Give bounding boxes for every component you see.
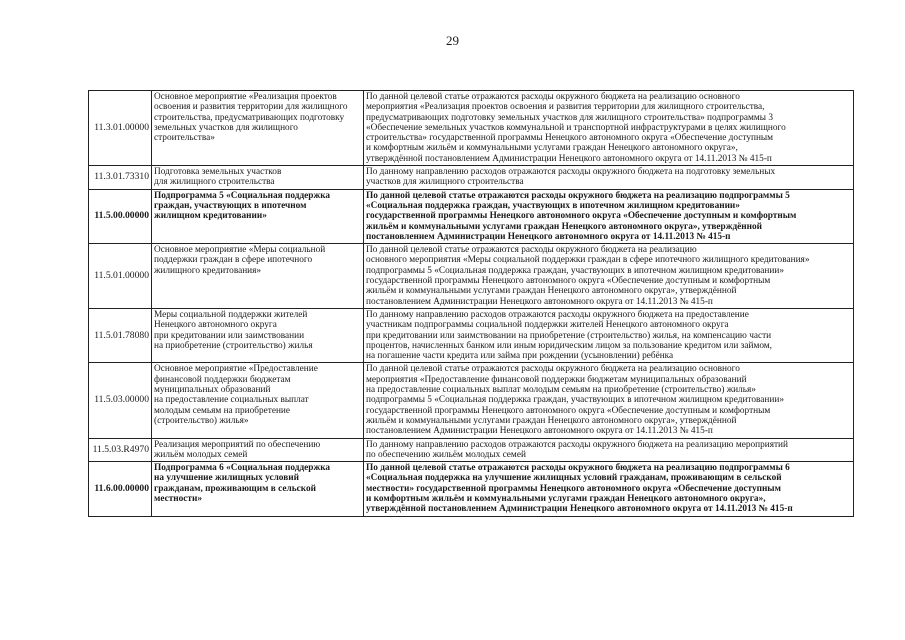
item-name-line: молодым семьям на приобретение xyxy=(154,405,291,416)
item-name-line: на приобретение (строительство) жилья xyxy=(154,340,313,351)
item-name-line: финансовой поддержки бюджетам xyxy=(154,374,291,385)
item-name-line: (строительство) жилья» xyxy=(154,415,249,426)
item-description-line: постановлением Администрации Ненецкого автономного округа от 14.11.2013 № 415-п xyxy=(366,426,713,437)
item-description-cell xyxy=(364,189,854,243)
item-name-line: Подпрограмма 6 «Социальная поддержка xyxy=(154,463,331,474)
item-description-line: на погашение части кредита или займа при рождении (усыновлении) ребёнка xyxy=(366,351,674,362)
item-description-line: основного мероприятия «Меры социальной поддержки граждан в сфере ипотечного жилищного кредитования» xyxy=(366,255,810,266)
item-description-line: По данному направлению расходов отражаются расходы окружного бюджета на подготовку земельных xyxy=(366,167,776,178)
item-name-line: строительства» xyxy=(154,133,215,144)
target-code-cell: 11.5.03.00000 xyxy=(89,363,152,438)
item-description-line: По данной целевой статье отражаются расходы окружного бюджета на реализацию подпрограммы 6 xyxy=(366,463,790,474)
item-description-cell xyxy=(364,462,854,516)
target-code-cell: 11.5.01.00000 xyxy=(89,244,152,309)
item-description-line: мероприятия «Реализация проектов освоения и развития территории для жилищного строительства, xyxy=(366,102,765,113)
item-description-cell xyxy=(364,363,854,438)
item-name-cell xyxy=(152,244,364,309)
item-description-line: постановлением Администрации Ненецкого автономного округа от 14.11.2013 № 415-п xyxy=(366,296,713,307)
item-description-cell xyxy=(364,308,854,362)
item-name-line: при кредитовании или заимствовании xyxy=(154,330,305,341)
item-name-line: муниципальных образований xyxy=(154,385,271,396)
item-description-line: «Социальная поддержка на улучшение жилищных условий гражданам, проживающим в сельской xyxy=(366,473,782,484)
item-description-line: подпрограммы 5 «Социальная поддержка граждан, участвующих в ипотечном жилищном кредитовании» xyxy=(366,265,784,276)
item-description-line: местности» государственной программы Ненецкого автономного округа «Обеспечение доступным xyxy=(366,483,781,494)
item-name-line: граждан, участвующих в ипотечном xyxy=(154,200,307,211)
item-name-line: на предоставление социальных выплат xyxy=(154,395,309,406)
item-name-line: жилищном кредитовании» xyxy=(154,211,267,222)
item-description-line: По данной целевой статье отражаются расходы окружного бюджета на реализацию основного xyxy=(366,364,740,375)
item-description-line: постановлением Администрации Ненецкого автономного округа от 14.11.2013 № 415-п xyxy=(366,231,731,242)
item-description-line: утверждённой постановлением Администрации Ненецкого автономного округа от 14.11.2013 № 415-п xyxy=(366,504,793,515)
item-name-line: на улучшение жилищных условий xyxy=(154,473,299,484)
item-name-line: Основное мероприятие «Меры социальной xyxy=(154,245,326,256)
item-name-line: Подготовка земельных участков xyxy=(154,167,282,178)
item-name-line: строительства, предусматривающих подготовку xyxy=(154,112,345,123)
item-description-line: По данному направлению расходов отражаются расходы окружного бюджета на предоставление xyxy=(366,309,749,320)
item-name-line: местности» xyxy=(154,493,202,504)
item-name-cell xyxy=(152,91,364,166)
item-name-line: земельных участков для жилищного xyxy=(154,122,298,133)
item-description-line: и комфортным жильём и коммунальными услугами граждан Ненецкого автономного округа», xyxy=(366,493,766,504)
item-description-line: предусматривающих подготовку земельных участков для жилищного строительства» подпрограммы 3 xyxy=(366,112,773,123)
item-description-line: По данному направлению расходов отражаются расходы окружного бюджета на реализацию мероприятий xyxy=(366,439,789,450)
item-description-line: на предоставление социальных выплат молодым семьям на приобретение (строительство) жилья» xyxy=(366,385,756,396)
item-name-line: Меры социальной поддержки жителей xyxy=(154,309,308,320)
target-code-cell: 11.5.01.78080 xyxy=(89,308,152,362)
table-row xyxy=(89,166,854,190)
target-code-cell: 11.6.00.00000 xyxy=(89,462,152,516)
table-row xyxy=(89,91,854,166)
item-description-line: при кредитовании или заимствовании на приобретение (строительство) жилья, на компенсацию части xyxy=(366,330,772,341)
target-code-cell: 11.3.01.73310 xyxy=(89,166,152,190)
item-description-line: участникам подпрограммы социальной поддержки жителей Ненецкого автономного округа xyxy=(366,320,729,331)
table-row xyxy=(89,462,854,516)
item-description-line: строительства» государственной программы Ненецкого автономного округа «Обеспечение доступным xyxy=(366,133,774,144)
item-name-line: Ненецкого автономного округа xyxy=(154,320,277,331)
item-description-line: и комфортным жильём и коммунальными услугами граждан Ненецкого автономного округа», xyxy=(366,143,738,154)
table-row xyxy=(89,308,854,362)
item-description-line: утверждённой постановлением Администрации Ненецкого автономного округа от 14.11.2013 № 415-п xyxy=(366,153,772,164)
item-description-line: по обеспечению жильём молодых семей xyxy=(366,449,526,460)
item-description-line: жильём и коммунальными услугами граждан Ненецкого автономного округа», утверждённой xyxy=(366,286,737,297)
item-description-line: процентов, начисленных банком или иным юридическим лицом за пользование кредитом или займом, xyxy=(366,340,773,351)
item-description-line: жильём и коммунальными услугами граждан Ненецкого автономного округа», утверждённой xyxy=(366,415,737,426)
item-description-line: государственной программы Ненецкого автономного округа «Обеспечение доступным и комфортным xyxy=(366,405,771,416)
item-name-line: поддержки граждан в сфере ипотечного xyxy=(154,255,313,266)
table-row xyxy=(89,244,854,309)
item-description-line: подпрограммы 5 «Социальная поддержка граждан, участвующих в ипотечном жилищном кредитовании» xyxy=(366,395,784,406)
item-name-cell xyxy=(152,166,364,190)
item-description-line: По данной целевой статье отражаются расходы окружного бюджета на реализацию подпрограммы 5 xyxy=(366,190,790,201)
item-description-line: жильём и коммунальными услугами граждан Ненецкого автономного округа», утверждённой xyxy=(366,221,763,232)
budget-classification-table xyxy=(88,90,854,517)
item-name-line: Реализация мероприятий по обеспечению xyxy=(154,439,321,450)
item-name-line: жилищного кредитования» xyxy=(154,265,262,276)
item-description-line: По данной целевой статье отражаются расходы окружного бюджета на реализацию xyxy=(366,245,697,256)
item-name-line: Основное мероприятие «Реализация проектов xyxy=(154,92,337,102)
item-name-cell xyxy=(152,462,364,516)
page-number: 29 xyxy=(446,33,459,48)
item-description-line: По данной целевой статье отражаются расходы окружного бюджета на реализацию основного xyxy=(366,92,740,102)
item-description-cell xyxy=(364,91,854,166)
item-description-line: «Обеспечение земельных участков коммунальной и транспортной инфраструктурами в целях жилищного xyxy=(366,122,786,133)
target-code-cell: 11.3.01.00000 xyxy=(89,91,152,166)
item-name-line: Подпрограмма 5 «Социальная поддержка xyxy=(154,190,331,201)
item-name-cell xyxy=(152,189,364,243)
item-description-line: «Социальная поддержка граждан, участвующих в ипотечном жилищном кредитовании» xyxy=(366,200,740,211)
table-row xyxy=(89,438,854,462)
item-description-line: участков для жилищного строительства xyxy=(366,177,524,188)
table-row xyxy=(89,189,854,243)
item-description-cell xyxy=(364,438,854,462)
item-name-cell xyxy=(152,308,364,362)
item-name-line: жильём молодых семей xyxy=(154,449,248,460)
table-row xyxy=(89,363,854,438)
item-description-cell xyxy=(364,166,854,190)
item-name-cell xyxy=(152,363,364,438)
item-name-line: гражданам, проживающим в сельской xyxy=(154,483,317,494)
item-name-line: Основное мероприятие «Предоставление xyxy=(154,364,318,375)
item-description-line: государственной программы Ненецкого автономного округа «Обеспечение доступным и комфортным xyxy=(366,211,797,222)
item-description-line: государственной программы Ненецкого автономного округа «Обеспечение доступным и комфортным xyxy=(366,276,771,287)
target-code-cell: 11.5.00.00000 xyxy=(89,189,152,243)
item-description-cell xyxy=(364,244,854,309)
item-description-line: мероприятия «Предоставление финансовой поддержки бюджетам муниципальных образований xyxy=(366,374,747,385)
target-code-cell: 11.5.03.R4970 xyxy=(89,438,152,462)
item-name-cell xyxy=(152,438,364,462)
item-name-line: для жилищного строительства xyxy=(154,177,275,188)
item-name-line: освоения и развития территории для жилищного xyxy=(154,102,348,113)
